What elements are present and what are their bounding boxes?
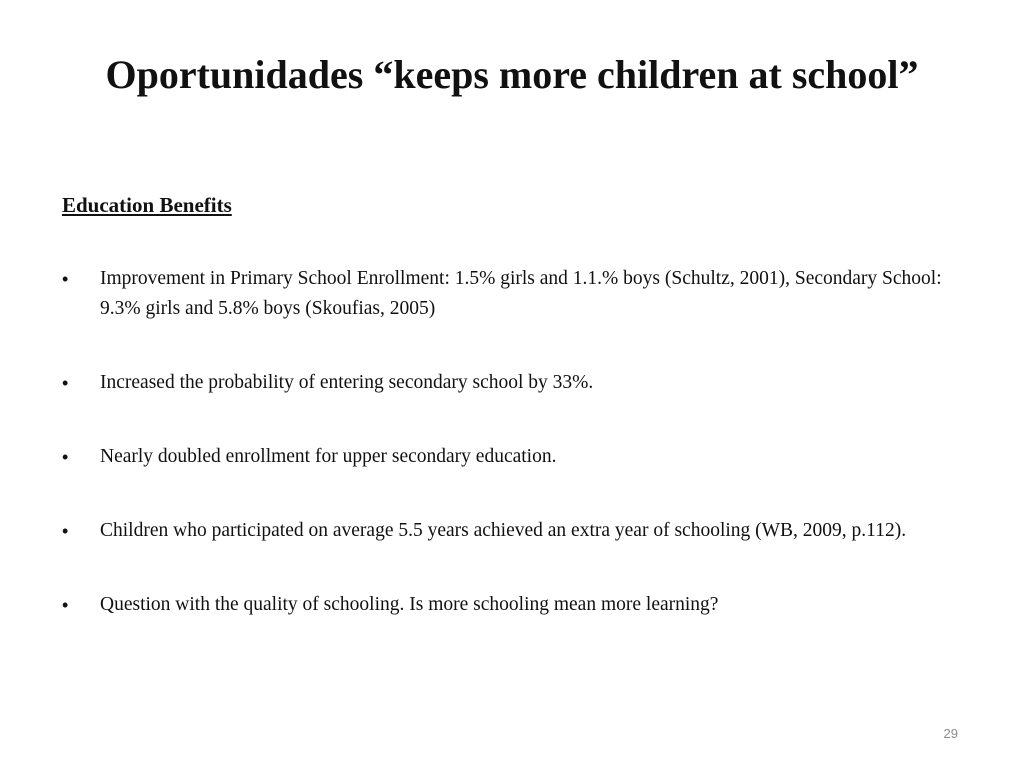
bullet-item-extra-schooling xyxy=(62,516,942,546)
bullet-icon: • xyxy=(62,269,69,289)
bullet-item-secondary-probability xyxy=(62,368,942,398)
bullet-icon: • xyxy=(62,447,69,467)
bullet-item-upper-secondary xyxy=(62,442,942,472)
bullet-text: Improvement in Primary School Enrollment: 1.5% girls and 1.1.% boys (Schultz, 2001), Secondary School: 9.3% girls and 5.8% boys (Skoufias, 2005) xyxy=(100,268,942,319)
bullet-list xyxy=(62,264,942,664)
bullet-text: Children who participated on average 5.5 years achieved an extra year of schooling (WB, 2009, p.112). xyxy=(100,520,907,541)
bullet-item-primary-enrollment xyxy=(62,264,942,324)
page-number: 29 xyxy=(943,726,958,741)
bullet-item-quality-question xyxy=(62,590,942,620)
bullet-icon: • xyxy=(62,595,69,615)
slide-title: Oportunidades “keeps more children at school” xyxy=(105,52,919,97)
section-heading: Education Benefits xyxy=(62,193,232,217)
bullet-icon: • xyxy=(62,521,69,541)
bullet-text: Increased the probability of entering secondary school by 33%. xyxy=(100,372,594,393)
bullet-icon: • xyxy=(62,373,69,393)
bullet-text: Nearly doubled enrollment for upper secondary education. xyxy=(100,446,557,467)
bullet-text: Question with the quality of schooling. Is more schooling mean more learning? xyxy=(100,594,719,615)
